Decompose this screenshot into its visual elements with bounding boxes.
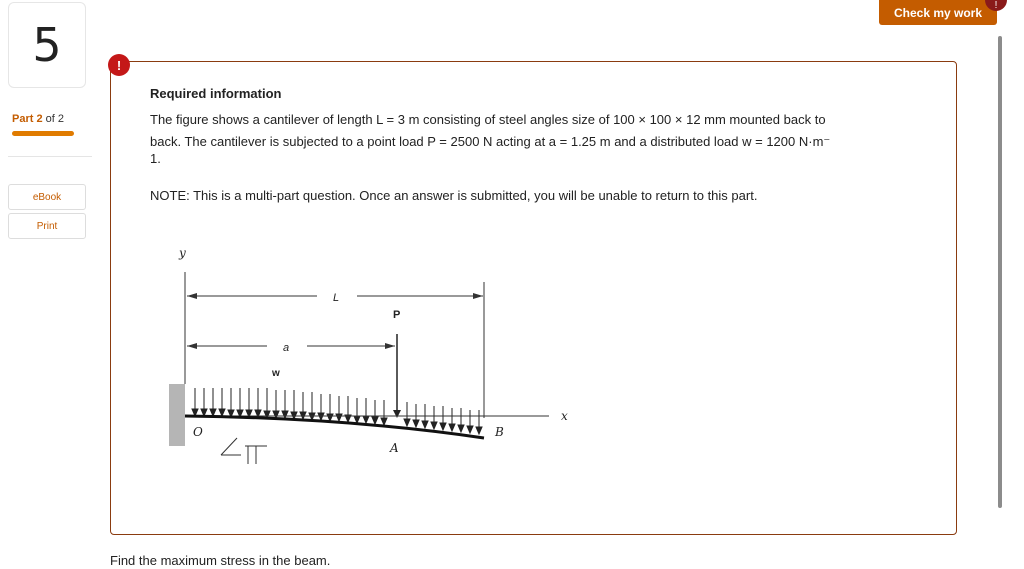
sidebar-divider bbox=[8, 156, 92, 157]
card-title: Required information bbox=[150, 86, 282, 101]
distributed-load-arrows bbox=[192, 388, 482, 434]
label-a: a bbox=[283, 342, 290, 354]
label-P: P bbox=[393, 309, 401, 321]
label-x: x bbox=[561, 409, 568, 423]
label-y: y bbox=[179, 246, 186, 260]
label-O: O bbox=[193, 425, 203, 439]
label-w: w bbox=[272, 368, 280, 379]
question-number: 5 bbox=[8, 2, 86, 88]
scrollbar[interactable] bbox=[998, 36, 1002, 508]
check-my-work-button[interactable]: Check my work bbox=[879, 0, 997, 25]
check-alert-badge: ! bbox=[985, 0, 1007, 11]
alert-icon: ! bbox=[108, 54, 130, 76]
part-progress-bar bbox=[12, 131, 74, 136]
body-line-3: 1. bbox=[150, 151, 161, 166]
body-line-2: back. The cantilever is subjected to a point load P = 2500 N acting at a = 1.25 m and a distributed load w = 1200 N·m⁻ bbox=[150, 134, 831, 149]
print-button[interactable]: Print bbox=[8, 213, 86, 239]
card-body bbox=[150, 109, 910, 165]
ebook-button[interactable]: eBook bbox=[8, 184, 86, 210]
question-prompt: Find the maximum stress in the beam. bbox=[110, 553, 331, 568]
part-indicator: Part 2 of 2 bbox=[12, 113, 65, 125]
label-L: L bbox=[333, 292, 340, 304]
label-A: A bbox=[390, 441, 399, 455]
fixed-wall bbox=[169, 384, 185, 446]
label-B: B bbox=[495, 425, 504, 439]
required-information-card bbox=[110, 61, 957, 535]
beam bbox=[185, 416, 484, 438]
cantilever-figure bbox=[169, 242, 589, 482]
note-text: NOTE: This is a multi-part question. Once an answer is submitted, you will be unable to return to this part. bbox=[150, 188, 758, 203]
body-line-1: The figure shows a cantilever of length L = 3 m consisting of steel angles size of 100 × 100 × 12 mm mounted back to bbox=[150, 112, 826, 127]
